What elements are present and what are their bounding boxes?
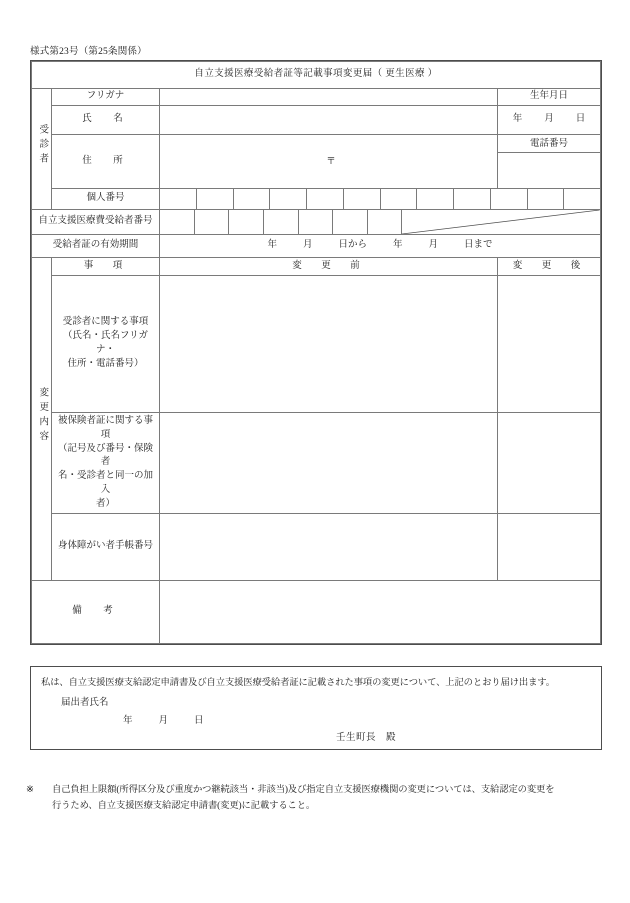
my-number-digit-box[interactable]	[491, 189, 528, 209]
recipient-number-digit-box[interactable]	[299, 210, 334, 234]
my-number-digit-box[interactable]	[381, 189, 418, 209]
footnote-line-1: 自己負担上限額(所得区分及び重度かつ継続該当・非該当)及び指定自立支援医療機関の変更については、支給認定の変更を	[52, 785, 555, 795]
my-number-digit-box[interactable]	[160, 189, 197, 209]
declaration-block	[30, 666, 602, 750]
my-number-digit-box[interactable]	[270, 189, 307, 209]
change-item-line: 住所・電話番号）	[67, 358, 144, 369]
change-item-label-handbook	[52, 514, 160, 581]
change-row-patient	[32, 276, 601, 413]
address-label: 住 所	[52, 135, 160, 189]
form-grid	[31, 61, 601, 644]
recipient-number-row	[32, 210, 601, 235]
recipient-number-digit-box[interactable]	[160, 210, 195, 234]
change-header-after: 変 更 後	[497, 258, 600, 276]
recipient-number-label: 自立支援医療費受給者番号	[32, 210, 160, 235]
change-header-row	[32, 258, 601, 276]
my-number-row	[32, 189, 601, 210]
name-label: 氏 名	[52, 106, 160, 135]
address-row	[32, 135, 601, 189]
remarks-input[interactable]	[160, 581, 601, 644]
birthdate-month: 月	[544, 114, 554, 125]
change-item-line: 名・受診者と同一の加入	[57, 471, 153, 495]
phone-label-wrap	[497, 135, 600, 189]
change-header-before: 変 更 前	[160, 258, 498, 276]
change-item-line: （記号及び番号・保険者	[57, 443, 153, 468]
birthdate-label: 生年月日	[497, 89, 600, 106]
my-number-boxes[interactable]	[160, 189, 601, 210]
footnote-body	[52, 782, 606, 815]
change-item-line: 受診者に関する事項	[62, 317, 149, 328]
remarks-row	[32, 581, 601, 644]
address-input[interactable]	[160, 135, 498, 189]
furigana-input[interactable]	[160, 89, 498, 106]
footnote	[26, 782, 606, 815]
name-row	[32, 106, 601, 135]
birthdate-day: 日	[575, 114, 586, 125]
footnote-mark-icon: ※	[26, 785, 34, 795]
my-number-digit-box[interactable]	[528, 189, 565, 209]
change-before-insurance[interactable]	[160, 413, 498, 514]
change-item-line: （氏名・氏名フリガナ・	[62, 331, 149, 355]
my-number-digit-box[interactable]	[417, 189, 454, 209]
recipient-number-digit-box[interactable]	[195, 210, 230, 234]
change-after-handbook[interactable]	[497, 514, 600, 581]
my-number-digit-box[interactable]	[454, 189, 491, 209]
validity-to-year: 年	[393, 240, 403, 251]
birthdate-year: 年	[512, 114, 523, 125]
recipient-number-digit-box[interactable]	[368, 210, 403, 234]
validity-from-day: 日から	[338, 240, 367, 251]
submission-day: 日	[194, 716, 204, 726]
main-form-frame	[30, 60, 602, 645]
validity-input[interactable]	[160, 235, 601, 258]
addressee: 壬生町長 殿	[336, 733, 397, 743]
phone-label: 電話番号	[498, 137, 600, 153]
validity-row	[32, 235, 601, 258]
validity-to-day: 日まで	[464, 240, 493, 251]
form-title: 自立支援医療受給者証等記載事項変更届（ 更生医療 ）	[32, 62, 601, 89]
validity-from-year: 年	[267, 240, 277, 251]
phone-input[interactable]	[498, 153, 600, 187]
change-item-line: 者）	[95, 498, 115, 509]
recipient-number-digit-box[interactable]	[264, 210, 299, 234]
change-header-item: 事 項	[52, 258, 160, 276]
change-row-insurance	[32, 413, 601, 514]
remarks-label: 備 考	[32, 581, 160, 644]
birthdate-input[interactable]	[497, 106, 600, 135]
change-vertical-label: 変更内容	[32, 258, 52, 581]
submitter-name-label: 届出者氏名	[61, 698, 109, 708]
my-number-digit-box[interactable]	[307, 189, 344, 209]
form-number: 様式第23号（第25条関係）	[30, 47, 147, 57]
validity-to-month: 月	[428, 240, 439, 251]
my-number-digit-box[interactable]	[234, 189, 271, 209]
my-number-digit-box[interactable]	[197, 189, 234, 209]
strike-diagonal-icon	[402, 210, 600, 234]
change-item-line: 身体障がい者手帳番号	[57, 541, 153, 552]
recipient-number-boxes[interactable]	[160, 210, 601, 235]
footnote-line-2: 行うため、自立支援医療支給認定申請書(変更)に記載すること。	[52, 801, 316, 812]
furigana-label: フリガナ	[52, 89, 160, 106]
postal-mark-icon: 〒	[326, 157, 336, 168]
my-number-label: 個人番号	[52, 189, 160, 210]
recipient-number-digit-box[interactable]	[229, 210, 264, 234]
title-row	[32, 62, 601, 89]
change-item-line: 被保険者証に関する事項	[57, 416, 153, 440]
change-item-label-insurance	[52, 413, 160, 514]
submission-month: 月	[158, 716, 169, 726]
validity-label: 受給者証の有効期間	[32, 235, 160, 258]
submission-year: 年	[123, 716, 133, 726]
furigana-row	[32, 89, 601, 106]
declaration-statement: 私は、自立支援医療支給認定申請書及び自立支援医療受給者証に記載された事項の変更について、上記のとおり届け出ます。	[41, 678, 555, 688]
change-row-handbook	[32, 514, 601, 581]
recipient-number-digit-box[interactable]	[333, 210, 368, 234]
validity-from-month: 月	[302, 240, 313, 251]
change-before-patient[interactable]	[160, 276, 498, 413]
change-after-insurance[interactable]	[497, 413, 600, 514]
change-after-patient[interactable]	[497, 276, 600, 413]
change-before-handbook[interactable]	[160, 514, 498, 581]
my-number-digit-box[interactable]	[564, 189, 600, 209]
change-item-label-patient	[52, 276, 160, 413]
submission-date[interactable]	[123, 712, 204, 726]
my-number-digit-box[interactable]	[344, 189, 381, 209]
name-input[interactable]	[160, 106, 498, 135]
patient-vertical-label: 受診者	[32, 89, 52, 210]
